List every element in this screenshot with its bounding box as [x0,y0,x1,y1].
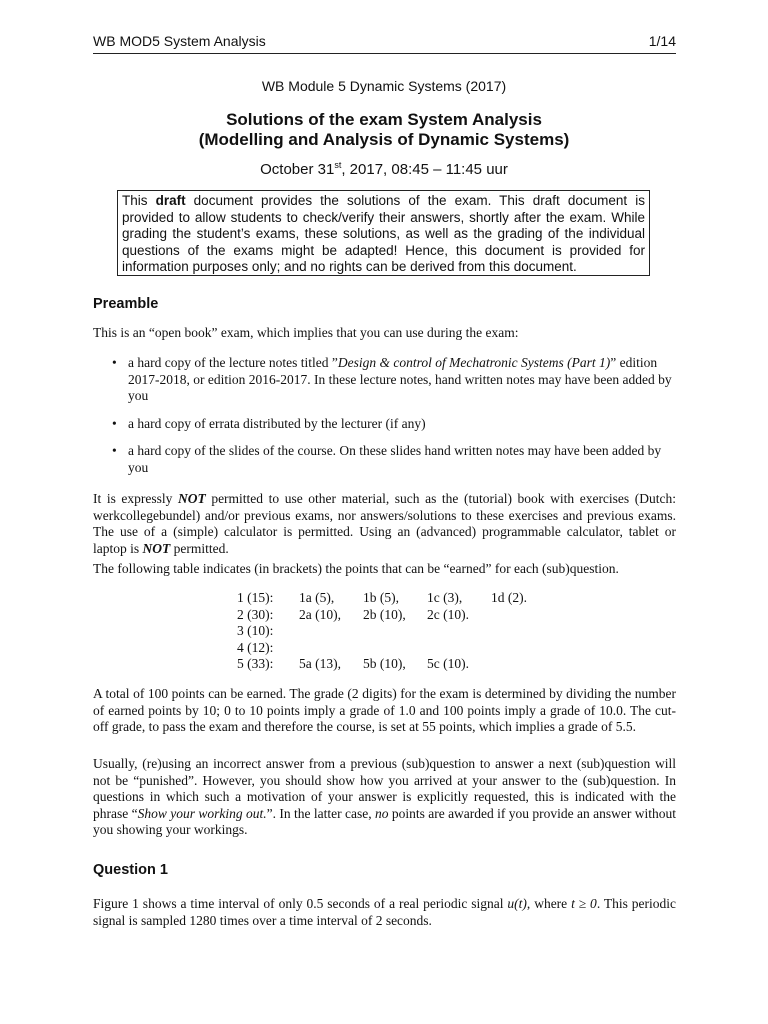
show-working-phrase: Show your working out. [137,805,267,821]
list-item [110,416,676,433]
date-prefix: October 31 [260,161,335,178]
lecture-notes-title: Design & control of Mechatronic Systems (Part 1) [337,355,611,370]
question-points-cell: 5 (33): [237,656,274,671]
allowed-materials-list [110,355,676,487]
paragraph-text: points are awarded if you provide an answer without you showing your workings. [93,805,676,837]
list-item [110,355,676,405]
title-line-1: Solutions of the exam System Analysis [226,110,542,129]
paragraph-text: It is expressly [93,491,178,506]
subquestion-points-cell: 5c (10). [427,656,469,671]
subquestion-points-cell [491,656,555,673]
math-t-condition: t ≥ 0 [571,896,597,911]
preamble-heading: Preamble [93,296,159,312]
subquestion-points-cell: 1c (3), [427,590,463,605]
points-table-row [237,590,555,607]
subquestion-points-cell: 1b (5), [363,590,399,605]
subquestion-points-cell [363,623,427,640]
subquestion-points-cell: 2b (10), [363,606,406,622]
subquestion-points-cell [363,640,427,657]
points-table-row [237,656,555,673]
points-table-intro: The following table indicates (in brackets) the points that can be “earned” for each (sub)question. [93,561,619,576]
grading-paragraph: A total of 100 points can be earned. The grade (2 digits) for the exam is determined by dividing the number of earned points by 10; 0 to 10 points imply a grade of 1.0 and 100 points imply a grade of 10.0. The cut-off grade, to pass the exam and therefore the course, is set at 55 points, which implies a grade of 5.5. [93,686,676,734]
list-item [110,443,676,476]
paragraph-text: ”. In the latter case, [266,805,375,821]
points-table-row [237,607,555,624]
notice-text-start: This [122,193,156,208]
question-1-heading: Question 1 [93,862,168,878]
date-suffix: , 2017, 08:45 – 11:45 uur [341,161,508,178]
exam-date [0,160,768,178]
question-1-text [93,896,676,929]
points-table-row [237,640,555,657]
notice-text-rest: document provides the solutions of the exam. This draft document is provided to allow students to check/verify their answers, shortly after the exam. While grading the student’s exams, these solutions, as well as the grading of the individual questions of the exams might be adapted! Hence, this document is provided for information purposes only; and no rights can be derived from this document. [122,193,645,274]
emphasis-not: NOT [177,491,206,506]
paragraph-text: permitted. [170,540,229,556]
question-points-cell: 2 (30): [237,606,274,622]
subquestion-points-cell [427,640,491,657]
not-permitted-paragraph [93,491,676,557]
running-header [93,33,676,54]
question-points-cell: 3 (10): [237,623,274,638]
subquestion-points-cell [299,623,363,640]
subquestion-points-cell [491,640,555,657]
subquestion-points-cell [491,623,555,640]
subquestion-points-cell: 1a (5), [299,590,335,605]
header-page-number: 1/14 [648,33,676,49]
emphasis-no: no [374,805,389,821]
subquestion-points-cell [427,623,491,640]
document-title [0,110,768,150]
question-text: , where [526,896,572,911]
bullet-text: a hard copy of the slides of the course. On these slides hand written notes may have been added by you [128,443,662,475]
points-table-row [237,623,555,640]
subquestion-points-cell [299,640,363,657]
title-line-2: (Modelling and Analysis of Dynamic Systems) [198,130,570,149]
question-text: Figure 1 shows a time interval of only 0.5 seconds of a real periodic signal [93,896,508,911]
date-ordinal: st [334,160,342,170]
subquestion-points-cell: 2c (10). [427,606,469,622]
points-table [237,590,555,673]
question-points-cell: 4 (12): [237,639,274,655]
header-course-title: WB MOD5 System Analysis [93,33,266,49]
question-text: . This periodic signal is sampled 1280 times over a time interval of 2 seconds. [93,896,676,928]
subquestion-points-cell: 5b (10), [363,656,406,671]
bullet-text: a hard copy of errata distributed by the lecturer (if any) [128,415,426,431]
module-subtitle: WB Module 5 Dynamic Systems (2017) [261,78,507,94]
paragraph-text: Usually, (re)using an incorrect answer from a previous (sub)question to answer a next (sub)question will not be “punished”. However, you should show how you arrived at your answer to the (sub)question. In questions in which such a motivation of your answer is explicitly requested, this is indicated with the phrase “ [93,756,676,821]
preamble-intro: This is an “open book” exam, which implies that you can use during the exam: [93,325,519,340]
subquestion-points-cell: 2a (10), [299,606,341,622]
math-u-of-t: u(t) [507,896,527,911]
paragraph-text: permitted to use other material, such as the (tutorial) book with exercises (Dutch: werkcollegebundel) and/or previous exams, nor answers/solutions to these exercises and previous exams. The use of a (simple) calculator is permitted. Using an (advanced) programmable calculator, tablet or laptop is [93,491,676,556]
subquestion-points-cell: 1d (2). [491,590,527,605]
subquestion-points-cell [491,607,555,624]
question-points-cell: 1 (15): [237,590,274,605]
notice-draft-word: draft [155,193,186,208]
bullet-text: ” edition 2017-2018, or edition 2016-2017. In these lecture notes, hand written notes may have been added by you [128,355,672,403]
subquestion-points-cell: 5a (13), [299,656,341,671]
bullet-text: a hard copy of the lecture notes titled ” [128,355,338,370]
draft-notice-box [117,190,650,276]
reuse-answers-paragraph [93,756,676,839]
emphasis-not: NOT [142,540,171,556]
